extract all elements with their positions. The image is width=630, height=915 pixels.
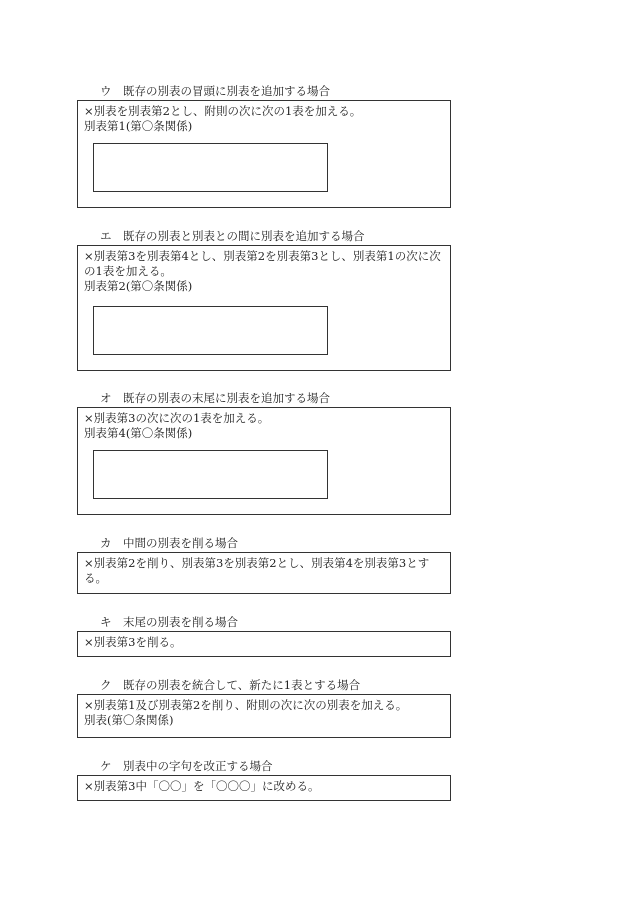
section-ku-heading: ク 既存の別表を統合して、新たに1表とする場合 xyxy=(100,678,361,692)
section-o-line-2: 別表第4(第〇条関係) xyxy=(84,426,193,440)
section-ki-heading: キ 末尾の別表を削る場合 xyxy=(100,615,238,629)
section-ki-box xyxy=(77,631,451,657)
section-e-line-2: の1表を加える。 xyxy=(84,264,172,278)
section-u-table-placeholder xyxy=(93,143,328,192)
section-ke-heading: ケ 別表中の字句を改正する場合 xyxy=(100,759,273,773)
section-e-table-placeholder xyxy=(93,306,328,355)
section-ke-line-1: ×別表第3中「〇〇」を「〇〇〇」に改める。 xyxy=(84,779,320,793)
section-ka-box xyxy=(77,552,451,594)
section-o-heading: オ 既存の別表の末尾に別表を追加する場合 xyxy=(100,391,330,405)
section-u-box xyxy=(77,100,451,208)
section-e-line-1: ×別表第3を別表第4とし、別表第2を別表第3とし、別表第1の次に次 xyxy=(84,249,441,263)
section-ka-heading: カ 中間の別表を削る場合 xyxy=(100,536,238,550)
section-u-line-2: 別表第1(第〇条関係) xyxy=(84,119,193,133)
section-o-box xyxy=(77,407,451,515)
section-u-heading: ウ 既存の別表の冒頭に別表を追加する場合 xyxy=(100,84,330,98)
section-o-table-placeholder xyxy=(93,450,328,499)
section-ki-line-1: ×別表第3を削る。 xyxy=(84,635,182,649)
section-e-heading: エ 既存の別表と別表との間に別表を追加する場合 xyxy=(100,229,365,243)
section-o-line-1: ×別表第3の次に次の1表を加える。 xyxy=(84,411,270,425)
section-ke-box xyxy=(77,775,451,801)
section-ku-line-1: ×別表第1及び別表第2を削り、附則の次に次の別表を加える。 xyxy=(84,698,408,712)
section-e-box xyxy=(77,245,451,371)
section-ku-box xyxy=(77,694,451,738)
section-ka-line-1: ×別表第2を削り、別表第3を別表第2とし、別表第4を別表第3とす xyxy=(84,556,430,570)
section-e-line-3: 別表第2(第〇条関係) xyxy=(84,279,193,293)
section-u-line-1: ×別表を別表第2とし、附則の次に次の1表を加える。 xyxy=(84,104,362,118)
section-ku-line-2: 別表(第〇条関係) xyxy=(84,713,174,727)
section-ka-line-2: る。 xyxy=(84,571,107,585)
